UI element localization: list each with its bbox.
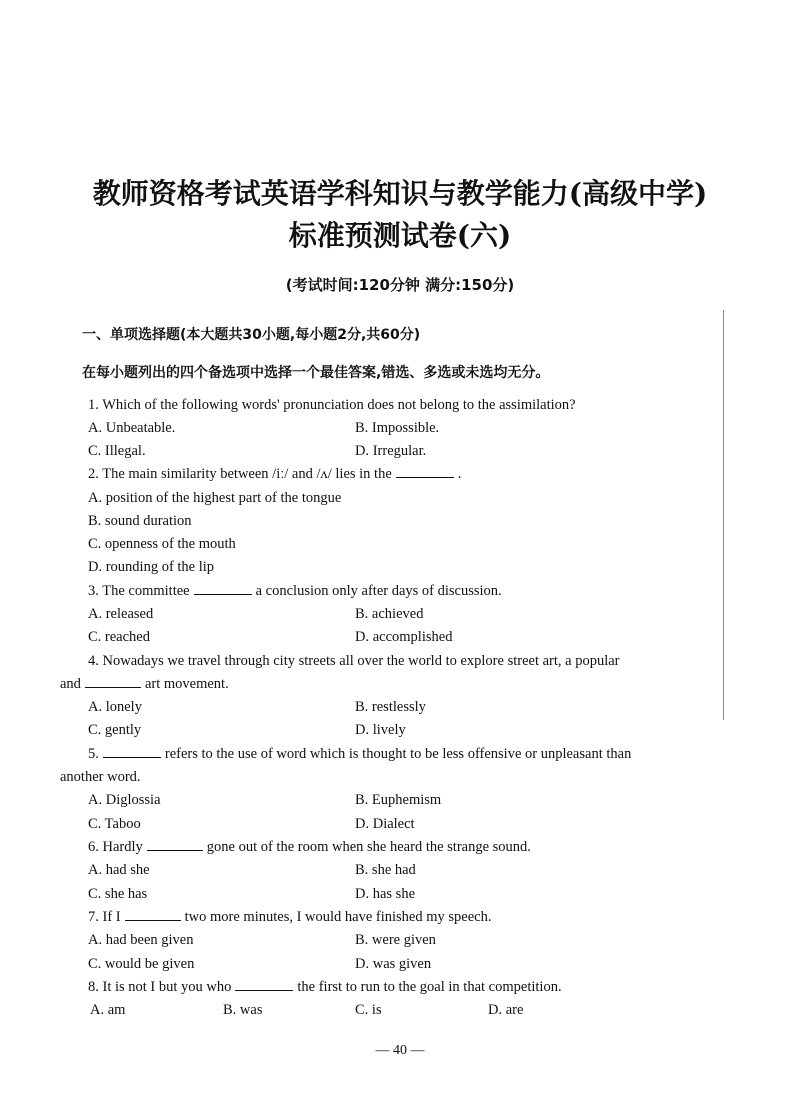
question-7-stem-end: two more minutes, I would have finished my speech.: [184, 909, 492, 925]
question-3-option-d: D. accomplished: [355, 629, 453, 645]
question-6-option-c: C. she has: [88, 886, 148, 902]
question-7-option-d: D. was given: [355, 956, 432, 972]
question-5-stem-line2: another word.: [60, 769, 141, 785]
question-7-stem: [88, 909, 491, 926]
question-5-option-c: C. Taboo: [88, 816, 141, 832]
paper-subtitle: 标准预测试卷(六): [288, 219, 512, 252]
question-3-option-c: C. reached: [88, 629, 150, 645]
paper-title: 教师资格考试英语学科知识与教学能力(高级中学): [92, 177, 708, 210]
answer-blank: [194, 593, 252, 595]
section-instruction: 在每小题列出的四个备选项中选择一个最佳答案,错选、多选或未选均无分。: [82, 365, 550, 381]
question-8-option-a: A. am: [90, 1002, 126, 1018]
question-2-option-a: A. position of the highest part of the tongue: [88, 490, 342, 506]
question-7-option-c: C. would be given: [88, 956, 195, 972]
question-7-option-b: B. were given: [355, 932, 436, 948]
question-1-option-d: D. Irregular.: [355, 443, 427, 459]
question-3-stem-end: a conclusion only after days of discussion.: [255, 583, 502, 599]
question-7-option-a: A. had been given: [88, 932, 194, 948]
question-3-option-b: B. achieved: [355, 606, 424, 622]
question-4-option-c: C. gently: [88, 722, 142, 738]
question-8-option-c: C. is: [355, 1002, 382, 1018]
question-5-stem: [88, 746, 631, 763]
answer-blank: [396, 476, 454, 478]
question-2-stem: [88, 466, 461, 483]
question-8-stem-end: the first to run to the goal in that competition.: [297, 979, 562, 995]
question-4-stem-text: and: [60, 676, 81, 692]
question-3-stem: [88, 583, 502, 600]
question-4-stem: 4. Nowadays we travel through city streets all over the world to explore street art, a popular: [88, 653, 620, 669]
question-2-stem-end: .: [457, 466, 462, 482]
margin-rule: [723, 310, 724, 720]
question-5-stem-text: 5.: [88, 746, 99, 762]
answer-blank: [235, 989, 293, 991]
question-1-stem: 1. Which of the following words' pronunciation does not belong to the assimilation?: [88, 397, 576, 413]
question-6-stem-end: gone out of the room when she heard the strange sound.: [206, 839, 531, 855]
page-number: — 40 —: [375, 1043, 425, 1058]
answer-blank: [125, 919, 181, 921]
exam-info: (考试时间:120分钟 满分:150分): [285, 276, 515, 294]
question-2-option-c: C. openness of the mouth: [88, 536, 236, 552]
question-4-option-a: A. lonely: [88, 699, 142, 715]
question-3-stem-text: 3. The committee: [88, 583, 190, 599]
question-7-stem-text: 7. If I: [88, 909, 121, 925]
question-8-stem: [88, 979, 562, 996]
question-1-option-b: B. Impossible.: [355, 420, 440, 436]
question-2-stem-text: 2. The main similarity between /iː/ and /ʌ/ lies in the: [88, 466, 392, 482]
answer-blank: [103, 756, 161, 758]
question-1-option-c: C. Illegal.: [88, 443, 146, 459]
question-5-option-d: D. Dialect: [355, 816, 415, 832]
question-2-option-b: B. sound duration: [88, 513, 192, 529]
question-5-option-a: A. Diglossia: [88, 792, 161, 808]
question-8-option-d: D. are: [488, 1002, 524, 1018]
question-4-stem-line2: [60, 676, 229, 693]
question-6-stem: [88, 839, 531, 856]
question-1-option-a: A. Unbeatable.: [88, 420, 176, 436]
question-2-option-d: D. rounding of the lip: [88, 559, 215, 575]
question-4-option-b: B. restlessly: [355, 699, 426, 715]
question-4-stem-end: art movement.: [144, 676, 229, 692]
question-6-option-a: A. had she: [88, 862, 150, 878]
question-6-option-d: D. has she: [355, 886, 416, 902]
question-6-option-b: B. she had: [355, 862, 416, 878]
answer-blank: [85, 686, 141, 688]
question-4-option-d: D. lively: [355, 722, 406, 738]
section-heading: 一、单项选择题(本大题共30小题,每小题2分,共60分): [82, 327, 421, 343]
question-5-stem-end: refers to the use of word which is thought to be less offensive or unpleasant than: [164, 746, 632, 762]
question-8-stem-text: 8. It is not I but you who: [88, 979, 232, 995]
question-5-option-b: B. Euphemism: [355, 792, 442, 808]
question-3-option-a: A. released: [88, 606, 154, 622]
question-8-option-b: B. was: [223, 1002, 263, 1018]
question-6-stem-text: 6. Hardly: [88, 839, 143, 855]
answer-blank: [147, 849, 203, 851]
